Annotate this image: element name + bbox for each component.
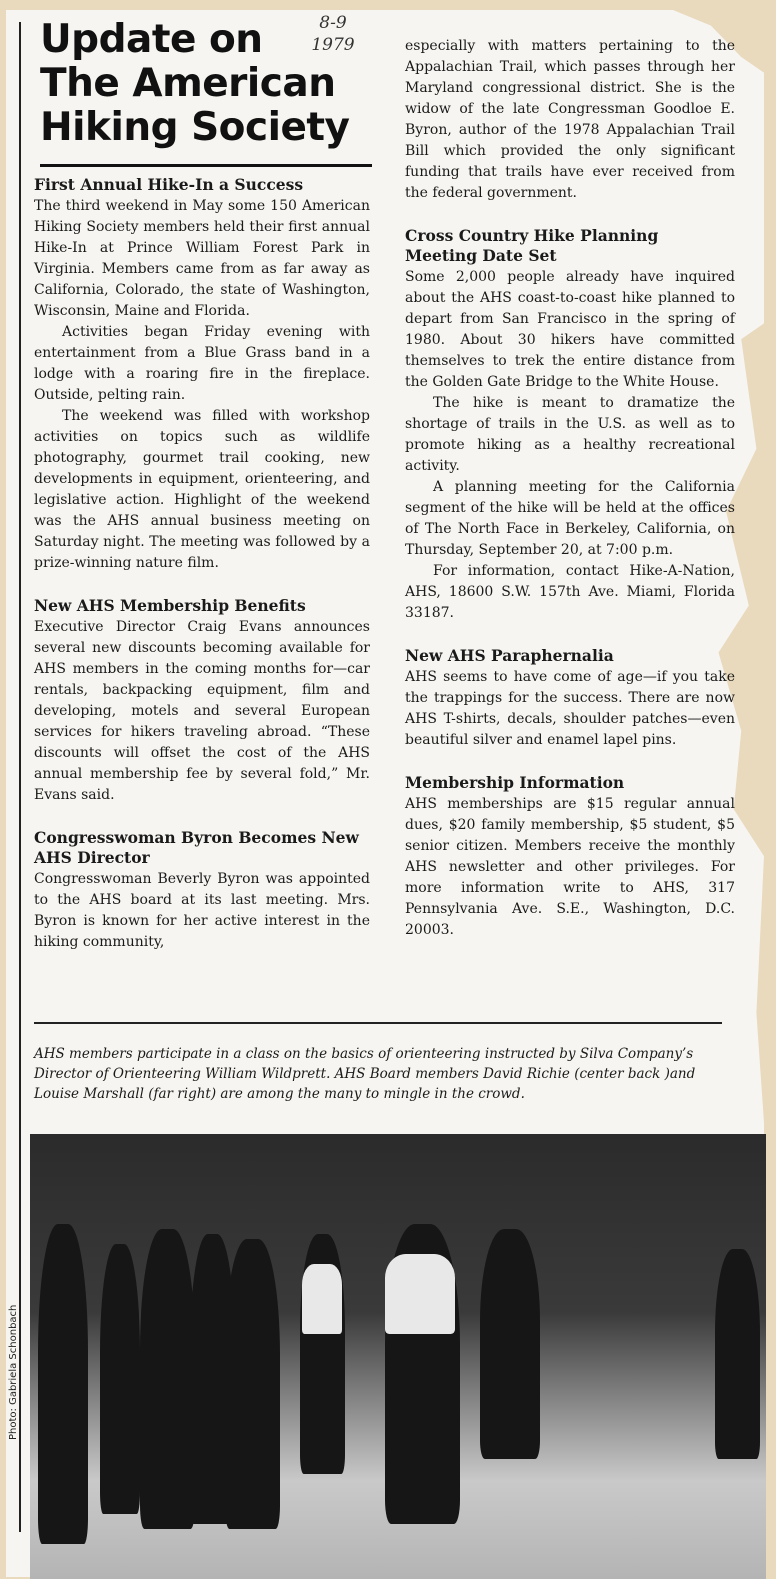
paragraph: Activities began Friday evening with entertainment from a Blue Grass band in a lodge with a roaring fire in the fireplace. Outside, pelting rain. [34,324,370,403]
section-byron-director [34,828,370,953]
photo-credit: Photo: Gabriela Schonbach [8,1304,19,1440]
handwritten-date [298,12,368,56]
left-column-rule [19,22,21,1532]
section-heading: First Annual Hike-In a Success [34,175,304,194]
section-hike-in [34,175,370,574]
paragraph: Executive Director Craig Evans announces several new discounts becoming available for AHS members in the coming months for—car rentals, backpacking equipment, film and developing, motels and several European services for hikers traveling abroad. “These discounts will offset the cost of the AHS annual membership fee by several fold,” Mr. Evans said. [34,619,370,803]
section-cross-country-hike [405,226,735,624]
paragraph: For information, contact Hike-A-Nation, AHS, 18600 S.W. 157th Ave. Miami, Florida 33187. [405,563,735,621]
group-photo [30,1134,766,1579]
section-membership-benefits [34,596,370,806]
paragraph: The third weekend in May some 150 American Hiking Society members held their first annual Hike-In at Prince William Forest Park in Virginia. Members came from as far away as California, Colorado, the state of Washington, Wisconsin, Maine and Florida. [34,198,370,319]
left-column [34,175,370,953]
section-membership-information [405,773,735,941]
paragraph: AHS memberships are $15 regular annual dues, $20 family membership, $5 student, $5 senior citizen. Members receive the monthly AHS newsletter and other privileges. For more information write to AHS, 317 Pennsylvania Ave. S.E., Washington, D.C. 20003. [405,796,735,938]
title-line: Update on [40,17,263,62]
section-heading: Membership Information [405,773,625,792]
paragraph: Some 2,000 people already have inquired about the AHS coast-to-coast hike planned to depart from San Francisco in the spring of 1980. About 30 hikers have committed themselves to trek the entire distance from the Golden Gate Bridge to the White House. [405,269,735,390]
title-line: Hiking Society [40,105,350,150]
section-paraphernalia [405,646,735,751]
paragraph: Congresswoman Beverly Byron was appointed to the AHS board at its last meeting. Mrs. Byron is known for her active interest in the hiking community, [34,871,370,950]
photo-caption: AHS members participate in a class on the basics of orienteering instructed by Silva Company’s Director of Orienteering William Wildprett. AHS Board members David Richie (center back )and Louise Marshall (far right) are among the many to mingle in the crowd. [34,1046,696,1102]
paragraph: A planning meeting for the California segment of the hike will be held at the offices of The North Face in Berkeley, California, on Thursday, September 20, at 7:00 p.m. [405,479,735,558]
section-heading: Cross Country Hike Planning Meeting Date Set [405,226,659,265]
paragraph: especially with matters pertaining to the Appalachian Trail, which passes through her Maryland congressional district. She is the widow of the late Congressman Goodloe E. Byron, author of the 1978 Appalachian Trail Bill which provided the only significant funding that trails have ever received from the federal government. [405,38,735,201]
paragraph: AHS seems to have come of age—if you take the trappings for the success. There are now AHS T-shirts, decals, shoulder patches—even beautiful silver and enamel lapel pins. [405,669,735,748]
section-heading: New AHS Membership Benefits [34,596,306,615]
section-byron-continued [405,36,735,204]
handwritten-date-line: 8-9 [319,13,347,33]
section-heading: Congresswoman Byron Becomes New AHS Director [34,828,359,867]
handwritten-date-line: 1979 [311,35,355,55]
section-heading: New AHS Paraphernalia [405,646,614,665]
right-column [405,36,735,941]
paragraph: The weekend was filled with workshop activities on topics such as wildlife photography, gourmet trail cooking, new developments in equipment, orienteering, and legislative action. Highlight of the weekend was the AHS annual business meeting on Saturday night. The meeting was followed by a prize-winning nature film. [34,408,370,571]
title-rule [40,164,372,167]
caption-rule [34,1022,722,1024]
paragraph: The hike is meant to dramatize the shortage of trails in the U.S. as well as to promote hiking as a healthy recreational activity. [405,395,735,474]
title-line: The American [40,61,336,106]
